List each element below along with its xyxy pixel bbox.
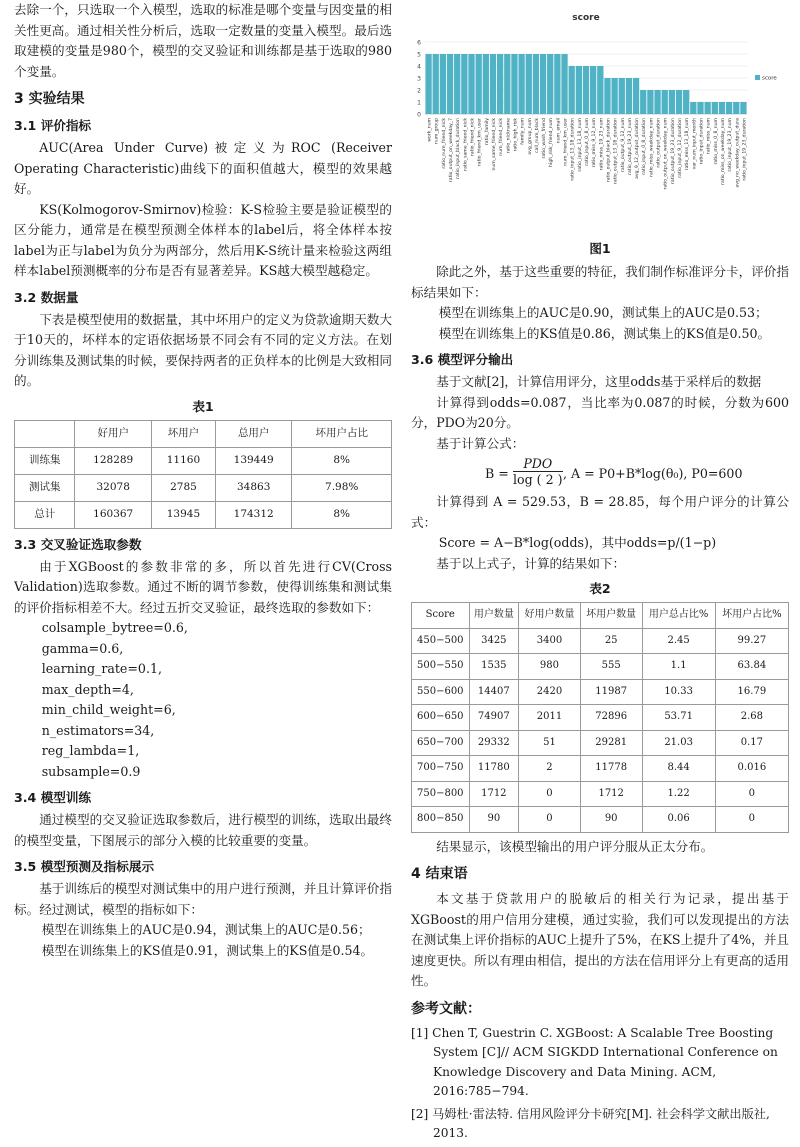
x-tick-label: ratio_output_duration bbox=[656, 117, 662, 168]
x-tick-label: ratio_high_risk bbox=[513, 118, 519, 152]
param-line: learning_rate=0.1, bbox=[41, 661, 162, 676]
table-cell: 14407 bbox=[469, 679, 519, 705]
chart-bar bbox=[590, 66, 596, 114]
table-cell: 总计 bbox=[15, 501, 75, 528]
table-cell: 139449 bbox=[215, 447, 291, 474]
table-cell: 128289 bbox=[75, 447, 151, 474]
table-row bbox=[412, 781, 789, 807]
table-cell: 29332 bbox=[469, 730, 519, 756]
result-paragraph: 结果显示，该模型输出的用户评分服从正太分布。 bbox=[436, 838, 714, 854]
x-tick-label: ratio_wash_friend bbox=[542, 118, 548, 159]
table-header-cell: 好用户数量 bbox=[519, 603, 581, 629]
table-row bbox=[412, 654, 789, 680]
chart-bar bbox=[511, 54, 517, 114]
x-tick-label: ratio_nickname bbox=[506, 117, 512, 154]
y-tick-label: 3 bbox=[417, 75, 421, 83]
table-cell: 0.06 bbox=[642, 807, 715, 833]
table-cell: 1.1 bbox=[642, 654, 715, 680]
x-tick-label: ratio_output_13_18_duration bbox=[613, 118, 619, 184]
y-tick-label: 4 bbox=[417, 63, 421, 71]
table-cell: 0.016 bbox=[715, 756, 788, 782]
x-tick-label: avg_9_12_output_duration bbox=[635, 117, 641, 179]
table-cell: 0 bbox=[519, 781, 581, 807]
x-tick-label: family_num bbox=[520, 118, 526, 145]
table-cell: 13945 bbox=[151, 501, 215, 528]
x-tick-label: ratio_output_on_weekday_num bbox=[663, 118, 669, 190]
section-3-4-heading: 3.4 模型训练 bbox=[14, 790, 92, 805]
table-2-caption: 表2 bbox=[589, 581, 611, 596]
table-cell: 750−800 bbox=[412, 781, 470, 807]
table-cell: 0 bbox=[519, 807, 581, 833]
table-cell: 980 bbox=[519, 654, 581, 680]
table-header-cell: 用户总占比% bbox=[642, 603, 715, 629]
chart-bar bbox=[490, 54, 496, 114]
table-cell: 11160 bbox=[151, 447, 215, 474]
x-tick-label: num_friend_nick bbox=[499, 118, 505, 156]
chart-bar bbox=[719, 102, 725, 114]
x-tick-label: ratio_family bbox=[484, 118, 490, 146]
train-paragraph: 通过模型的交叉验证选取参数后，进行模型的训练，选取出最终的模型变量，下图展示的部分入模的比较重要的变量。 bbox=[14, 812, 392, 848]
train-auc-result: 模型在训练集上的AUC是0.94，测试集上的AUC是0.56； bbox=[41, 922, 371, 937]
table-cell: 8% bbox=[292, 501, 392, 528]
chart-bar bbox=[468, 54, 474, 114]
chart-bar bbox=[626, 78, 632, 114]
chart-bar bbox=[604, 78, 610, 114]
y-tick-label: 2 bbox=[417, 87, 421, 95]
references-heading: 参考文献： bbox=[411, 1000, 481, 1017]
chart-title: score bbox=[572, 13, 600, 23]
x-tick-label: ratio_input_19_23_num bbox=[728, 118, 734, 172]
chart-bar bbox=[640, 90, 646, 114]
table-cell: 0 bbox=[715, 807, 788, 833]
table-cell: 1.22 bbox=[642, 781, 715, 807]
feature-score-chart bbox=[411, 6, 789, 234]
x-tick-label: avg_group_num bbox=[527, 118, 533, 155]
x-tick-label: num_same_friend_nick bbox=[491, 118, 497, 171]
x-tick-label: ratio_num_friend_nick bbox=[441, 118, 447, 169]
table-cell: 1712 bbox=[580, 781, 642, 807]
y-tick-label: 1 bbox=[417, 99, 421, 107]
conclusion-paragraph: 本文基于贷款用户的脱敏后的相关行为记录，提出基于XGBoost的用户信用分建模，通过实验，我们可以发现提出的方法在测试集上评价指标的AUC上提升了5%，在KS上提升了4%，并且速度更快。所以有理由相信，提出的方法在信用评分上有更高的适用性。 bbox=[411, 891, 789, 988]
chart-bar bbox=[712, 102, 718, 114]
chart-bar bbox=[504, 54, 510, 114]
x-tick-label: num_email bbox=[556, 118, 562, 144]
table-header-row bbox=[412, 603, 789, 629]
ks-definition: KS(Kolmogorov-Smirnov)检验：K-S检验主要是验证模型的区分能力，通常是在模型预测全体样本的label后，将全体样本按label为正与label为负分为两部分，然后用K-S统计量来检验这两组样本label预测概率的分布是否有显著差异。KS越大模型越稳定。 bbox=[14, 201, 392, 278]
cv-paragraph: 由于XGBoost的参数非常的多，所以首先进行CV(Cross Validation)选取参数。通过不断的调节参数，使得训练集和测试集的评价指标相差不大。经过五折交叉验证，最终选取的参数如下： bbox=[14, 558, 392, 615]
equation-numerator: PDO bbox=[513, 456, 563, 472]
chart-bar bbox=[440, 54, 446, 114]
chart-bar bbox=[740, 102, 746, 114]
table-header-cell: 坏用户占比% bbox=[715, 603, 788, 629]
formula-intro: 基于计算公式： bbox=[436, 435, 525, 451]
x-tick-label: ratio_input_0_8_num bbox=[585, 118, 590, 166]
table-cell: 32078 bbox=[75, 474, 151, 501]
x-tick-label: call_num_black bbox=[534, 117, 540, 153]
score-formula: Score = A−B*log(odds)，其中odds=p/(1−p) bbox=[438, 535, 717, 550]
table-cell: 555 bbox=[580, 654, 642, 680]
table-row bbox=[15, 474, 392, 501]
table-cell: 1535 bbox=[469, 654, 519, 680]
param-line: reg_lambda=1, bbox=[41, 743, 140, 758]
chart-bar bbox=[518, 54, 524, 114]
table-cell: 174312 bbox=[215, 501, 291, 528]
x-tick-label: ratio_friend_nick bbox=[470, 118, 476, 156]
table-cell: 550−600 bbox=[412, 679, 470, 705]
table-cell: 90 bbox=[580, 807, 642, 833]
section-4-heading: 4 结束语 bbox=[411, 866, 468, 882]
x-tick-label: ratio_output_9_12_num bbox=[620, 118, 626, 172]
table-cell: 2420 bbox=[519, 679, 581, 705]
table-cell: 8.44 bbox=[642, 756, 715, 782]
table-cell: 90 bbox=[469, 807, 519, 833]
table-cell: 11780 bbox=[469, 756, 519, 782]
x-tick-label: ratio_output_19_23_num bbox=[627, 118, 633, 175]
chart-bar bbox=[597, 66, 603, 114]
scorecard-auc-result: 模型在训练集上的AUC是0.90，测试集上的AUC是0.53； bbox=[438, 305, 768, 320]
chart-bar bbox=[690, 102, 696, 114]
score-paragraph-1: 基于文献[2]，计算信用评分，这里odds基于采样后的数据 bbox=[436, 374, 762, 389]
chart-bar bbox=[461, 54, 467, 114]
table-cell: 2011 bbox=[519, 705, 581, 731]
table-cell: 训练集 bbox=[15, 447, 75, 474]
x-tick-label: ratio_input_0_8_duration bbox=[642, 118, 648, 175]
x-tick-label: ratio_same_friend_nick bbox=[463, 118, 469, 171]
chart-bar bbox=[497, 54, 503, 114]
chart-bar bbox=[554, 54, 560, 114]
chart-bar bbox=[669, 90, 675, 114]
x-tick-label: avg_no_weekday_output_dura bbox=[735, 118, 741, 188]
predict-paragraph: 基于训练后的模型对测试集中的用户进行预测，并且计算评价指标。经过测试，模型的指标如下： bbox=[14, 881, 392, 917]
table-cell: 2 bbox=[519, 756, 581, 782]
x-tick-label: ratio_friend_km_user bbox=[477, 118, 483, 167]
chart-bar bbox=[447, 54, 453, 114]
table-cell: 2.68 bbox=[715, 705, 788, 731]
table-cell: 700−750 bbox=[412, 756, 470, 782]
x-tick-label: ratio_output_on_weekday_7 bbox=[449, 118, 455, 183]
table-cell: 650−700 bbox=[412, 730, 470, 756]
equation-b bbox=[411, 456, 789, 488]
table-header-row bbox=[15, 420, 392, 447]
x-tick-label: work_num bbox=[427, 118, 433, 142]
chart-bar bbox=[433, 54, 439, 114]
table-cell: 29281 bbox=[580, 730, 642, 756]
table-cell: 11778 bbox=[580, 756, 642, 782]
x-tick-label: ratio_input_9_12_duration bbox=[678, 118, 684, 178]
chart-bar bbox=[683, 90, 689, 114]
chart-bar bbox=[611, 78, 617, 114]
equation-denominator: log ( 2 ) bbox=[513, 472, 563, 487]
x-tick-label: var_num_input_month bbox=[692, 118, 698, 170]
table-cell: 1712 bbox=[469, 781, 519, 807]
y-tick-label: 0 bbox=[417, 111, 421, 119]
table-row bbox=[412, 807, 789, 833]
x-tick-label: ratio_input_13_18_num bbox=[577, 118, 583, 172]
table-cell: 34863 bbox=[215, 474, 291, 501]
chart-bar bbox=[576, 66, 582, 114]
chart-bar bbox=[526, 54, 532, 114]
x-tick-label: high_risk_friend_num bbox=[549, 118, 555, 167]
chart-bar bbox=[533, 54, 539, 114]
x-tick-label: ratio_miss_13_18_num bbox=[685, 118, 691, 171]
table-cell: 7.98% bbox=[292, 474, 392, 501]
table-cell: 2785 bbox=[151, 474, 215, 501]
table-cell: 99.27 bbox=[715, 628, 788, 654]
x-tick-label: ratio_output_black_duration bbox=[606, 118, 612, 183]
table-row bbox=[15, 447, 392, 474]
table-header-cell: 用户数量 bbox=[469, 603, 519, 629]
reference-2: [2] 马姆杜·雷法特. 信用风险评分卡研究[M]. 社会科学文献出版社, 2013. bbox=[411, 1106, 770, 1140]
table-cell: 3425 bbox=[469, 628, 519, 654]
table-header-cell: 总用户 bbox=[215, 420, 291, 447]
table-header-cell bbox=[15, 420, 75, 447]
table-cell: 74907 bbox=[469, 705, 519, 731]
train-ks-result: 模型在训练集上的KS值是0.91，测试集上的KS值是0.54。 bbox=[41, 942, 374, 958]
section-3-6-heading: 3.6 模型评分输出 bbox=[411, 352, 514, 367]
x-tick-label: ratio_output_19_23_duration bbox=[670, 118, 676, 184]
chart-bar bbox=[540, 54, 546, 114]
chart-bar bbox=[662, 90, 668, 114]
table-cell: 160367 bbox=[75, 501, 151, 528]
x-tick-label: num_friend_km_user bbox=[563, 118, 569, 166]
x-tick-label: ratio_miss_9_12_num bbox=[592, 118, 598, 168]
table-row bbox=[15, 501, 392, 528]
x-tick-label: num_group bbox=[434, 118, 440, 144]
chart-bar bbox=[654, 90, 660, 114]
section-3-2-heading: 3.2 数据量 bbox=[14, 289, 79, 305]
section-3-5-heading: 3.5 模型预测及指标展示 bbox=[14, 859, 155, 874]
table-cell: 500−550 bbox=[412, 654, 470, 680]
table-cell: 16.79 bbox=[715, 679, 788, 705]
param-line: min_child_weight=6, bbox=[41, 702, 176, 717]
table-cell: 21.03 bbox=[642, 730, 715, 756]
chart-bar bbox=[733, 102, 739, 114]
scorecard-ks-result: 模型在训练集上的KS值是0.86，测试集上的KS值是0.50。 bbox=[438, 325, 771, 341]
equation-rest: , A = P0+B*log(θ₀), P0=600 bbox=[563, 466, 743, 481]
x-tick-label: ratio_miss_0_8_num bbox=[713, 118, 719, 165]
score-paragraph-4: 基于以上式子，计算的结果如下： bbox=[436, 555, 626, 571]
table-cell: 2.45 bbox=[642, 628, 715, 654]
table-row bbox=[412, 756, 789, 782]
y-tick-label: 6 bbox=[417, 39, 421, 47]
table-header-cell: Score bbox=[412, 603, 470, 629]
param-line: subsample=0.9 bbox=[41, 763, 141, 779]
chart-bar bbox=[647, 90, 653, 114]
chart-bar bbox=[704, 102, 710, 114]
table-cell: 0 bbox=[715, 781, 788, 807]
table-row bbox=[412, 628, 789, 654]
chart-bar bbox=[697, 102, 703, 114]
table-1-caption: 表1 bbox=[192, 398, 214, 414]
table-cell: 72896 bbox=[580, 705, 642, 731]
scorecard-paragraph: 除此之外，基于这些重要的特征，我们制作标准评分卡，评价指标结果如下： bbox=[411, 264, 789, 300]
table-cell: 25 bbox=[580, 628, 642, 654]
section-3-1-heading: 3.1 评价指标 bbox=[14, 118, 92, 133]
chart-bar bbox=[583, 66, 589, 114]
equation-fraction bbox=[513, 456, 563, 488]
table-header-cell: 坏用户占比 bbox=[292, 420, 392, 447]
chart-bar bbox=[619, 78, 625, 114]
table-cell: 3400 bbox=[519, 628, 581, 654]
table-cell: 0.17 bbox=[715, 730, 788, 756]
table-cell: 450−500 bbox=[412, 628, 470, 654]
score-paragraph-3: 计算得到 A = 529.53，B = 28.85，每个用户评分的计算公式： bbox=[411, 494, 789, 530]
chart-bar bbox=[454, 54, 460, 114]
auc-definition: AUC(Area Under Curve)被定义为ROC (Receiver Operating Characteristic)曲线下的面积值越大，模型的效果越好。 bbox=[14, 140, 392, 196]
table-2 bbox=[411, 602, 789, 833]
param-line: gamma=0.6, bbox=[41, 640, 124, 656]
table-cell: 8% bbox=[292, 447, 392, 474]
score-paragraph-2: 计算得到odds=0.087，当比率为0.087的时候，分数为600分，PDO为20分。 bbox=[411, 394, 789, 430]
chart-bar bbox=[561, 54, 567, 114]
x-tick-label: ratio_input_13_18_duration bbox=[570, 118, 576, 181]
y-tick-label: 5 bbox=[417, 51, 421, 59]
table-header-cell: 坏用户数量 bbox=[580, 603, 642, 629]
param-line: n_estimators=34, bbox=[41, 722, 155, 738]
chart-bar bbox=[726, 102, 732, 114]
legend-swatch bbox=[755, 75, 760, 80]
x-tick-label: ratio_miss_19_23_num bbox=[599, 118, 605, 171]
chart-bar bbox=[547, 54, 553, 114]
x-tick-label: ratio_miss_on_weekday_num bbox=[720, 118, 726, 185]
table-header-cell: 坏用户 bbox=[151, 420, 215, 447]
chart-bar bbox=[676, 90, 682, 114]
chart-bar bbox=[633, 78, 639, 114]
chart-bar bbox=[569, 66, 575, 114]
table-cell: 800−850 bbox=[412, 807, 470, 833]
legend-label: score bbox=[762, 75, 777, 82]
table-row bbox=[412, 679, 789, 705]
x-tick-label: ratio_input_black_duration bbox=[456, 118, 462, 179]
data-paragraph: 下表是模型使用的数据量，其中坏用户的定义为贷款逾期天数大于10天的，坏样本的定语依据场景不同会有不同的定义方法。在划分训练集及测试集的时候，要保持两者的正负样本的比例是大致相同的。 bbox=[14, 311, 392, 388]
table-cell: 测试集 bbox=[15, 474, 75, 501]
table-1 bbox=[14, 420, 392, 529]
table-row bbox=[412, 730, 789, 756]
chart-bar bbox=[483, 54, 489, 114]
left-column bbox=[14, 0, 392, 961]
table-cell: 51 bbox=[519, 730, 581, 756]
table-cell: 63.84 bbox=[715, 654, 788, 680]
section-3-3-heading: 3.3 交叉验证选取参数 bbox=[14, 536, 142, 552]
table-cell: 600−650 bbox=[412, 705, 470, 731]
equation-lhs: B = bbox=[485, 466, 509, 481]
x-tick-label: ratio_miss_weekday_num bbox=[649, 118, 655, 177]
chart-bar bbox=[476, 54, 482, 114]
param-line: colsample_bytree=0.6, bbox=[41, 620, 188, 635]
table-row bbox=[412, 705, 789, 731]
figure-1-caption: 图1 bbox=[589, 241, 611, 256]
table-cell: 53.71 bbox=[642, 705, 715, 731]
table-cell: 11987 bbox=[580, 679, 642, 705]
reference-1: [1] Chen T, Guestrin C. XGBoost: A Scalable Tree Boosting System [C]// ACM SIGKDD International Conference on Knowledge Discovery and Data Mining. ACM, 2016:785−794. bbox=[411, 1025, 778, 1098]
table-header-cell: 好用户 bbox=[75, 420, 151, 447]
chart-bar bbox=[425, 54, 431, 114]
intro-paragraph: 去除一个，只选取一个入模型，选取的标准是哪个变量与因变量的相关性更高。通过相关性分析后，选取一定数量的变量入模型。最后选取建模的变量是980个，模型的交叉验证和训练都是基于选取的980个变量。 bbox=[14, 2, 392, 79]
x-tick-label: ratio_input_duration bbox=[699, 118, 705, 165]
table-cell: 10.33 bbox=[642, 679, 715, 705]
param-line: max_depth=4, bbox=[41, 681, 134, 697]
x-tick-label: ratio_input_19_23_duration bbox=[742, 118, 748, 181]
section-3-heading: 3 实验结果 bbox=[14, 91, 85, 107]
right-column bbox=[411, 0, 789, 1147]
x-tick-label: ratio_miss_num bbox=[706, 118, 712, 155]
